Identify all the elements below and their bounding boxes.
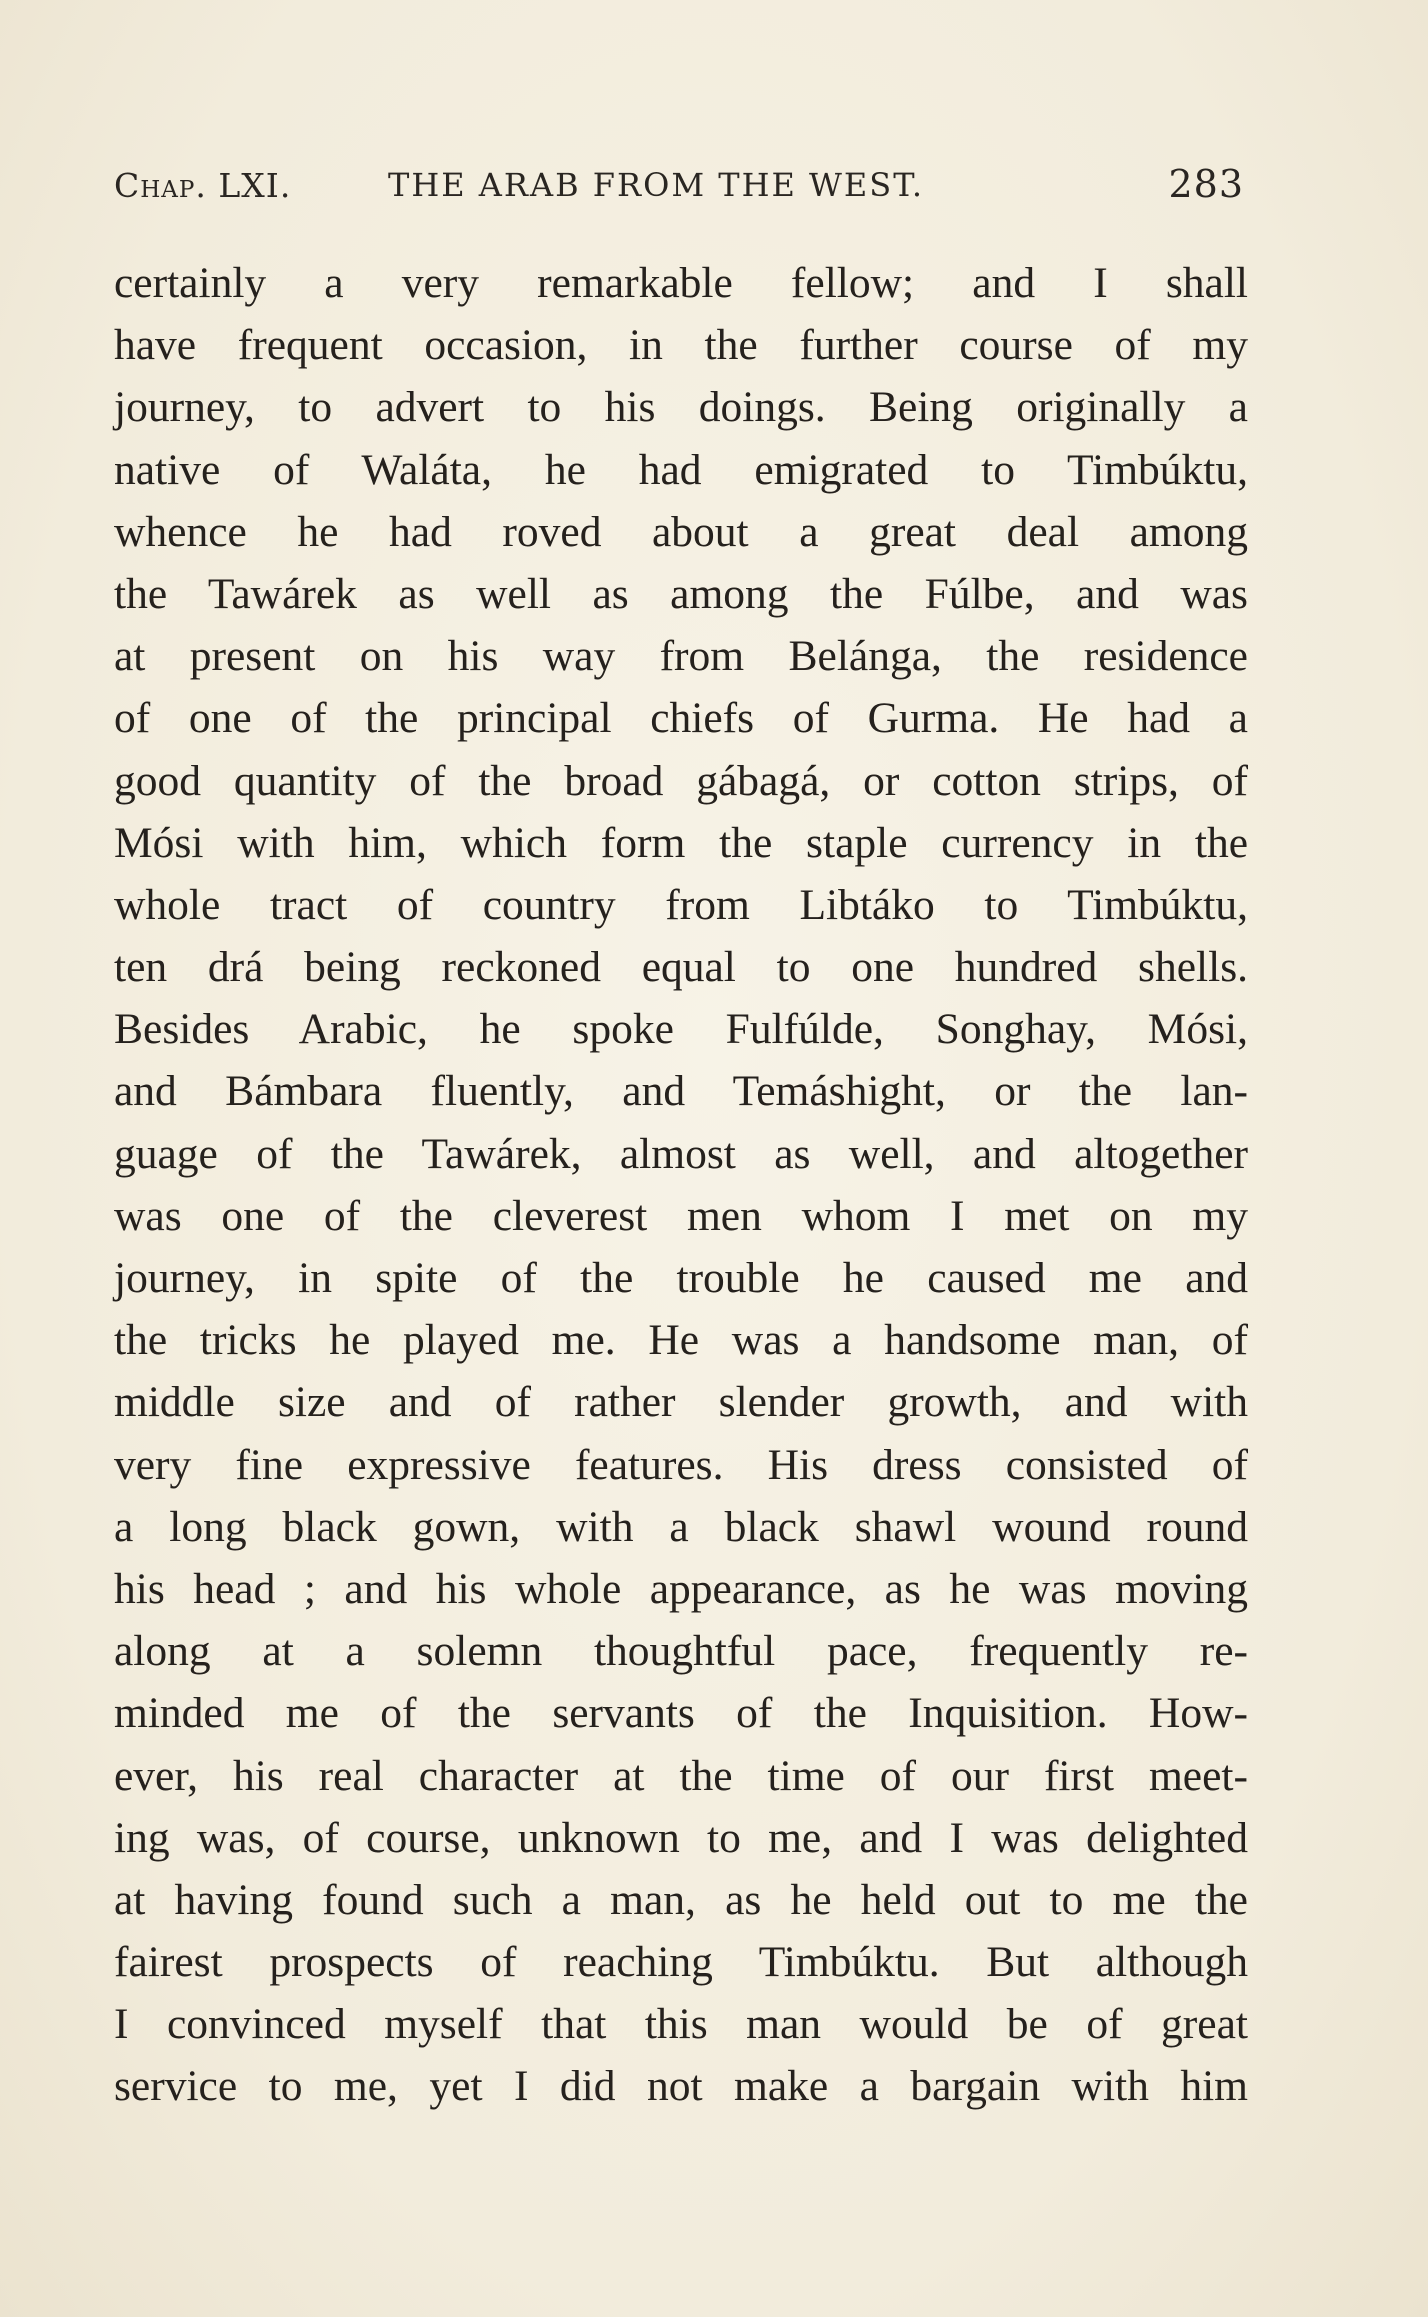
chapter-label: Chap. LXI. [114,166,292,205]
text-line: journey, to advert to his doings. Being originally a [114,383,1248,432]
text-line: the Tawárek as well as among the Fúlbe, and was [114,569,1248,618]
text-line: good quantity of the broad gábagá, or cotton strips, of [114,756,1248,805]
text-line: at having found such a man, as he held out to me the [114,1875,1248,1924]
text-line: minded me of the servants of the Inquisition. How- [114,1689,1248,1738]
text-line: very fine expressive features. His dress consisted of [114,1440,1248,1489]
text-line: a long black gown, with a black shawl wound round [114,1502,1248,1551]
text-line: middle size and of rather slender growth, and with [114,1378,1248,1427]
body-paragraph [114,252,1248,2118]
text-line: I convinced myself that this man would be of great [114,2000,1248,2049]
page-number: 283 [1168,162,1244,206]
text-line: native of Waláta, he had emigrated to Timbúktu, [114,445,1248,494]
text-line: Besides Arabic, he spoke Fulfúlde, Songhay, Mósi, [114,1005,1248,1054]
running-head [114,160,1244,212]
text-line: service to me, yet I did not make a bargain with him [114,2062,1248,2111]
text-line: journey, in spite of the trouble he caused me and [114,1254,1248,1302]
text-line: along at a solemn thoughtful pace, frequently re- [114,1627,1248,1676]
text-line: of one of the principal chiefs of Gurma. He had a [114,694,1248,743]
text-line: ever, his real character at the time of our first meet- [114,1751,1248,1800]
text-line: at present on his way from Belánga, the residence [114,632,1248,681]
text-line: and Bámbara fluently, and Temáshight, or the lan- [114,1067,1248,1116]
text-line: was one of the cleverest men whom I met on my [114,1191,1248,1240]
text-line: whole tract of country from Libtáko to Timbúktu, [114,880,1248,929]
text-line: have frequent occasion, in the further course of my [114,321,1248,370]
text-line: certainly a very remarkable fellow; and I shall [114,259,1248,307]
text-line: whence he had roved about a great deal among [114,507,1248,556]
text-line: his head ; and his whole appearance, as he was moving [114,1564,1248,1613]
text-line: the tricks he played me. He was a handsome man, of [114,1316,1248,1365]
page-title: THE ARAB FROM THE WEST. [388,166,925,204]
text-line: ten drá being reckoned equal to one hundred shells. [114,943,1248,992]
text-line: guage of the Tawárek, almost as well, and altogether [114,1129,1248,1178]
text-line: fairest prospects of reaching Timbúktu. But although [114,1938,1248,1987]
text-line: Mósi with him, which form the staple currency in the [114,818,1248,867]
text-line: ing was, of course, unknown to me, and I was delighted [114,1813,1248,1862]
